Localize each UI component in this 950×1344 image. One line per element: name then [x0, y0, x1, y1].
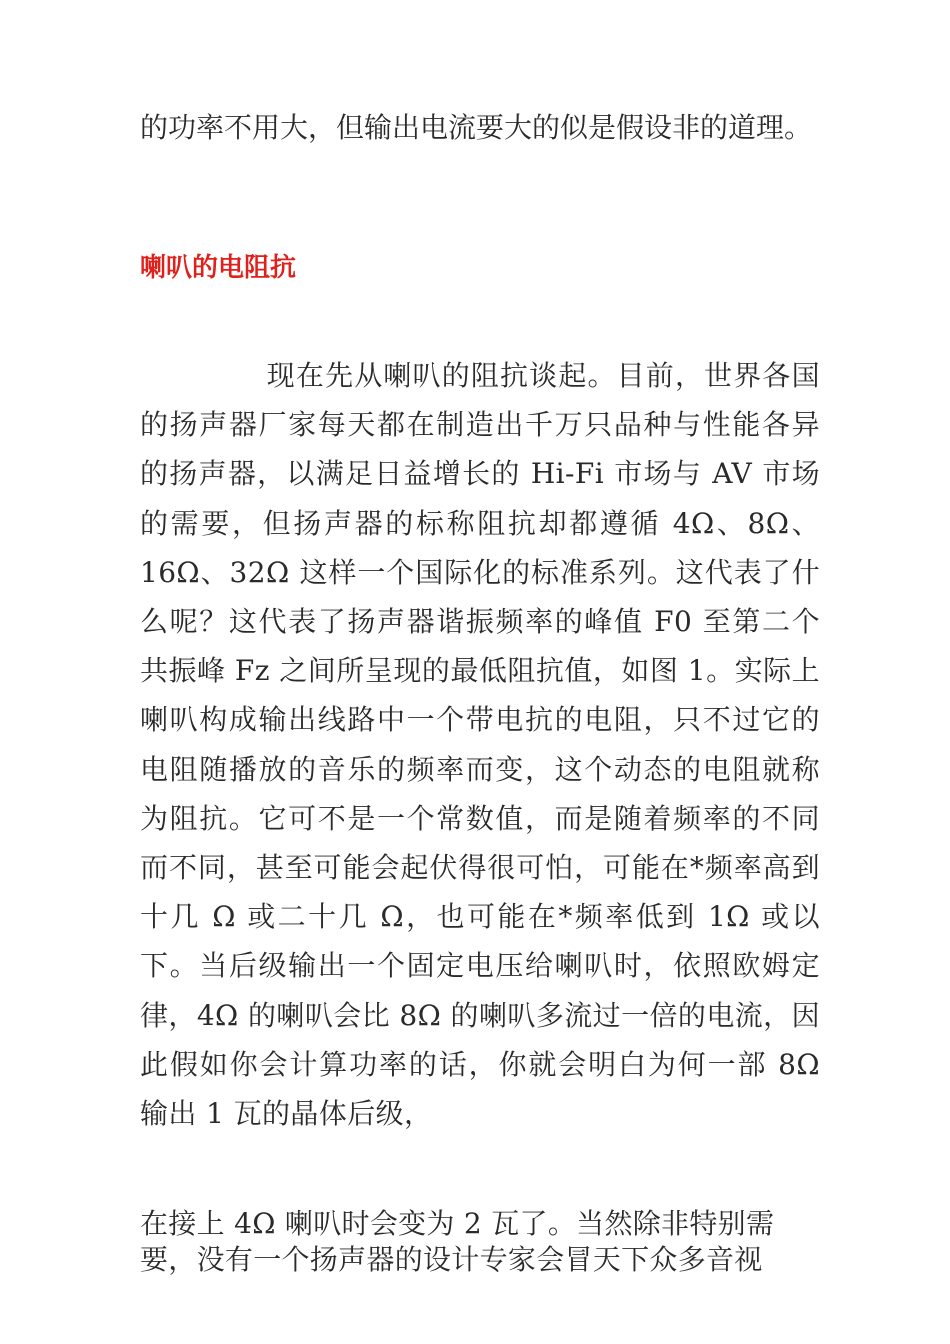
- paragraph-main: [140, 351, 820, 1138]
- paragraph-bottom-line-1: 在接上 4Ω 喇叭时会变为 2 瓦了。当然除非特别需: [140, 1207, 775, 1240]
- paragraph-bottom: [140, 1206, 820, 1278]
- paragraph-main-text: 现在先从喇叭的阻抗谈起。目前，世界各国的扬声器厂家每天都在制造出千万只品种与性能各异的扬声器，以满足日益增长的 Hi-Fi 市场与 AV 市场的需要，但扬声器的标称阻抗却都遵循 4Ω、8Ω、16Ω、32Ω 这样一个国际化的标准系列。这代表了什么呢？这代表了扬声器谐振频率的峰值 F0 至第二个共振峰 Fz 之间所呈现的最低阻抗值，如图 1。实际上喇叭构成输出线路中一个带电抗的电阻，只不过它的电阻随播放的音乐的频率而变，这个动态的电阻就称为阻抗。它可不是一个常数值，而是随着频率的不同而不同，甚至可能会起伏得很可怕，可能在*频率高到十几 Ω 或二十几 Ω，也可能在*频率低到 1Ω 或以下。当后级输出一个固定电压给喇叭时，依照欧姆定律，4Ω 的喇叭会比 8Ω 的喇叭多流过一倍的电流，因此假如你会计算功率的话，你就会明白为何一部 8Ω 输出 1 瓦的晶体后级，: [140, 359, 820, 1131]
- paragraph-bottom-line-2: 要，没有一个扬声器的设计专家会冒天下众多音视: [140, 1243, 763, 1276]
- section-heading: 喇叭的电阻抗: [140, 253, 297, 283]
- paragraph-top: 的功率不用大，但输出电流要大的似是假设非的道理。: [140, 111, 813, 144]
